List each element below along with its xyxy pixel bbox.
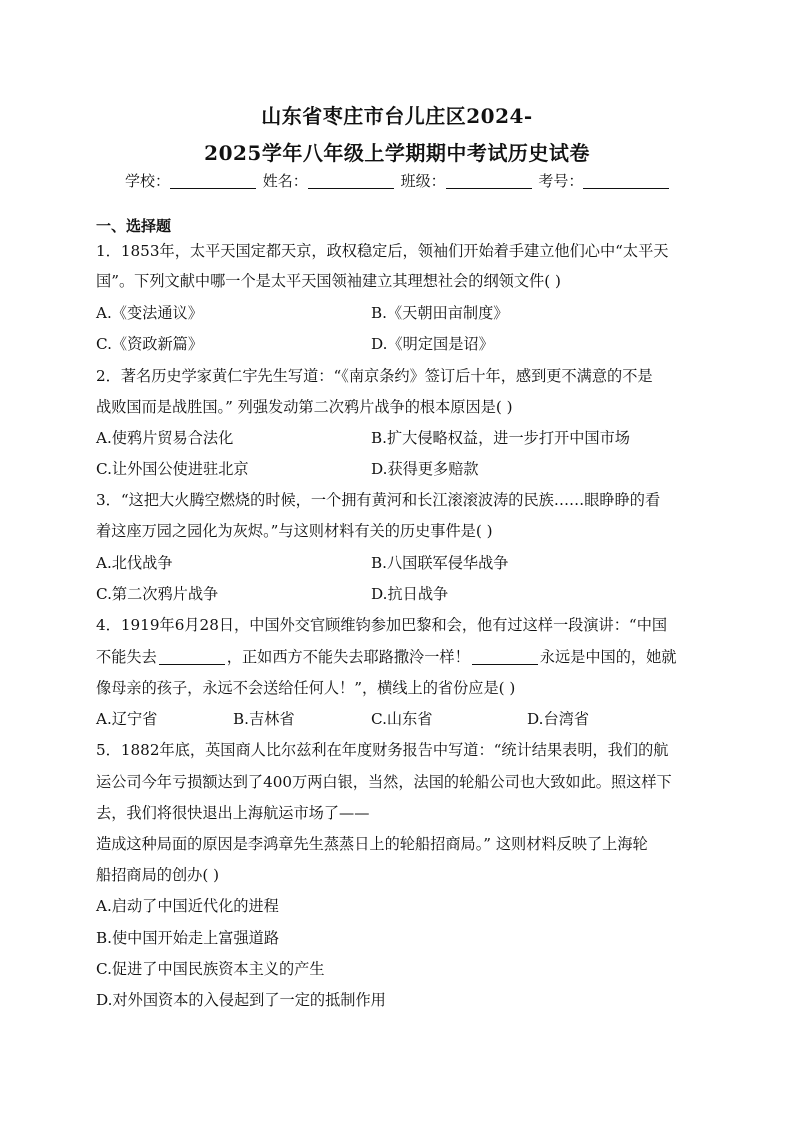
q3-option-c: C.第二次鸦片战争 xyxy=(96,585,219,603)
q2-stem-line2: 战败国而是战胜国。” 列强发动第二次鸦片战争的根本原因是( ) xyxy=(96,398,513,416)
q5-option-a: A.启动了中国近代化的进程 xyxy=(96,897,279,915)
q3-option-b: B.八国联军侵华战争 xyxy=(371,554,509,572)
q4-line2-part1: 不能失去 xyxy=(96,648,157,666)
q5-stem-line2: 运公司今年亏损额达到了400万两白银，当然，法国的轮船公司也大致如此。照这样下 xyxy=(96,773,672,791)
exam-number-blank xyxy=(583,173,669,189)
q5-option-c: C.促进了中国民族资本主义的产生 xyxy=(96,960,325,978)
name-label: 姓名： xyxy=(262,172,308,190)
q4-option-a: A.辽宁省 xyxy=(96,710,158,728)
q4-option-c: C.山东省 xyxy=(371,710,433,728)
q1-option-c: C.《资政新篇》 xyxy=(96,335,204,353)
exam-title-line1: 山东省枣庄市台儿庄区2024- xyxy=(261,104,533,128)
q1-option-b: B.《天朝田亩制度》 xyxy=(371,304,509,322)
name-blank xyxy=(308,173,394,189)
q4-line2-part2: ，正如西方不能失去耶路撒泠一样！ xyxy=(226,648,470,666)
q1-option-a: A.《变法通议》 xyxy=(96,304,203,322)
q1-stem-line1: 1．1853年，太平天国定都天京，政权稳定后，领袖们开始着手建立他们心中“太平天 xyxy=(96,242,669,260)
q4-option-b: B.吉林省 xyxy=(233,710,295,728)
q4-line2-part3: 永远是中国的，她就 xyxy=(539,648,677,666)
q2-option-c: C.让外国公使进驻北京 xyxy=(96,460,249,478)
q4-blank-2 xyxy=(472,649,538,665)
exam-number-label: 考号： xyxy=(538,172,584,190)
q4-stem-line2 xyxy=(96,646,676,667)
school-label: 学校： xyxy=(125,172,171,190)
q5-option-d: D.对外国资本的入侵起到了一定的抵制作用 xyxy=(96,991,386,1009)
class-blank xyxy=(446,173,532,189)
q1-stem-line2: 国”。下列文献中哪一个是太平天国领袖建立其理想社会的纲领文件( ) xyxy=(96,272,561,290)
q5-stem-line5: 船招商局的创办( ) xyxy=(96,866,219,884)
school-blank xyxy=(170,173,256,189)
q3-option-d: D.抗日战争 xyxy=(371,585,449,603)
exam-title-line2: 2025学年八年级上学期期中考试历史试卷 xyxy=(204,141,590,165)
q5-stem-line3: 去，我们将很快退出上海航运市场了—— xyxy=(96,804,370,822)
q3-option-a: A.北伐战争 xyxy=(96,554,173,572)
q3-stem-line1: 3．“这把大火腾空燃烧的时候，一个拥有黄河和长江滚滚波涛的民族……眼睁睁的看 xyxy=(96,491,661,509)
q1-option-d: D.《明定国是诏》 xyxy=(371,335,494,353)
q5-stem-line4: 造成这种局面的原因是李鸿章先生蒸蒸日上的轮船招商局。” 这则材料反映了上海轮 xyxy=(96,835,648,853)
student-info-row xyxy=(125,170,671,191)
q5-stem-line1: 5．1882年底，英国商人比尔兹利在年度财务报告中写道：“统计结果表明，我们的航 xyxy=(96,741,669,759)
q2-option-d: D.获得更多赔款 xyxy=(371,460,479,478)
q5-option-b: B.使中国开始走上富强道路 xyxy=(96,929,280,947)
class-label: 班级： xyxy=(400,172,446,190)
q3-stem-line2: 着这座万园之园化为灰烬。”与这则材料有关的历史事件是( ) xyxy=(96,522,493,540)
q2-option-b: B.扩大侵略权益，进一步打开中国市场 xyxy=(371,429,630,447)
q4-option-d: D.台湾省 xyxy=(527,710,590,728)
q2-stem-line1: 2．著名历史学家黄仁宇先生写道：“《南京条约》签订后十年，感到更不满意的不是 xyxy=(96,367,653,385)
q4-stem-line1: 4．1919年6月28日，中国外交官顾维钧参加巴黎和会，他有过这样一段演讲：“中国 xyxy=(96,616,668,634)
q4-blank-1 xyxy=(159,649,225,665)
q4-stem-line3: 像母亲的孩子，永远不会送给任何人！”，横线上的省份应是( ) xyxy=(96,679,516,697)
section-heading: 一、选择题 xyxy=(96,217,172,235)
q2-option-a: A.使鸦片贸易合法化 xyxy=(96,429,234,447)
